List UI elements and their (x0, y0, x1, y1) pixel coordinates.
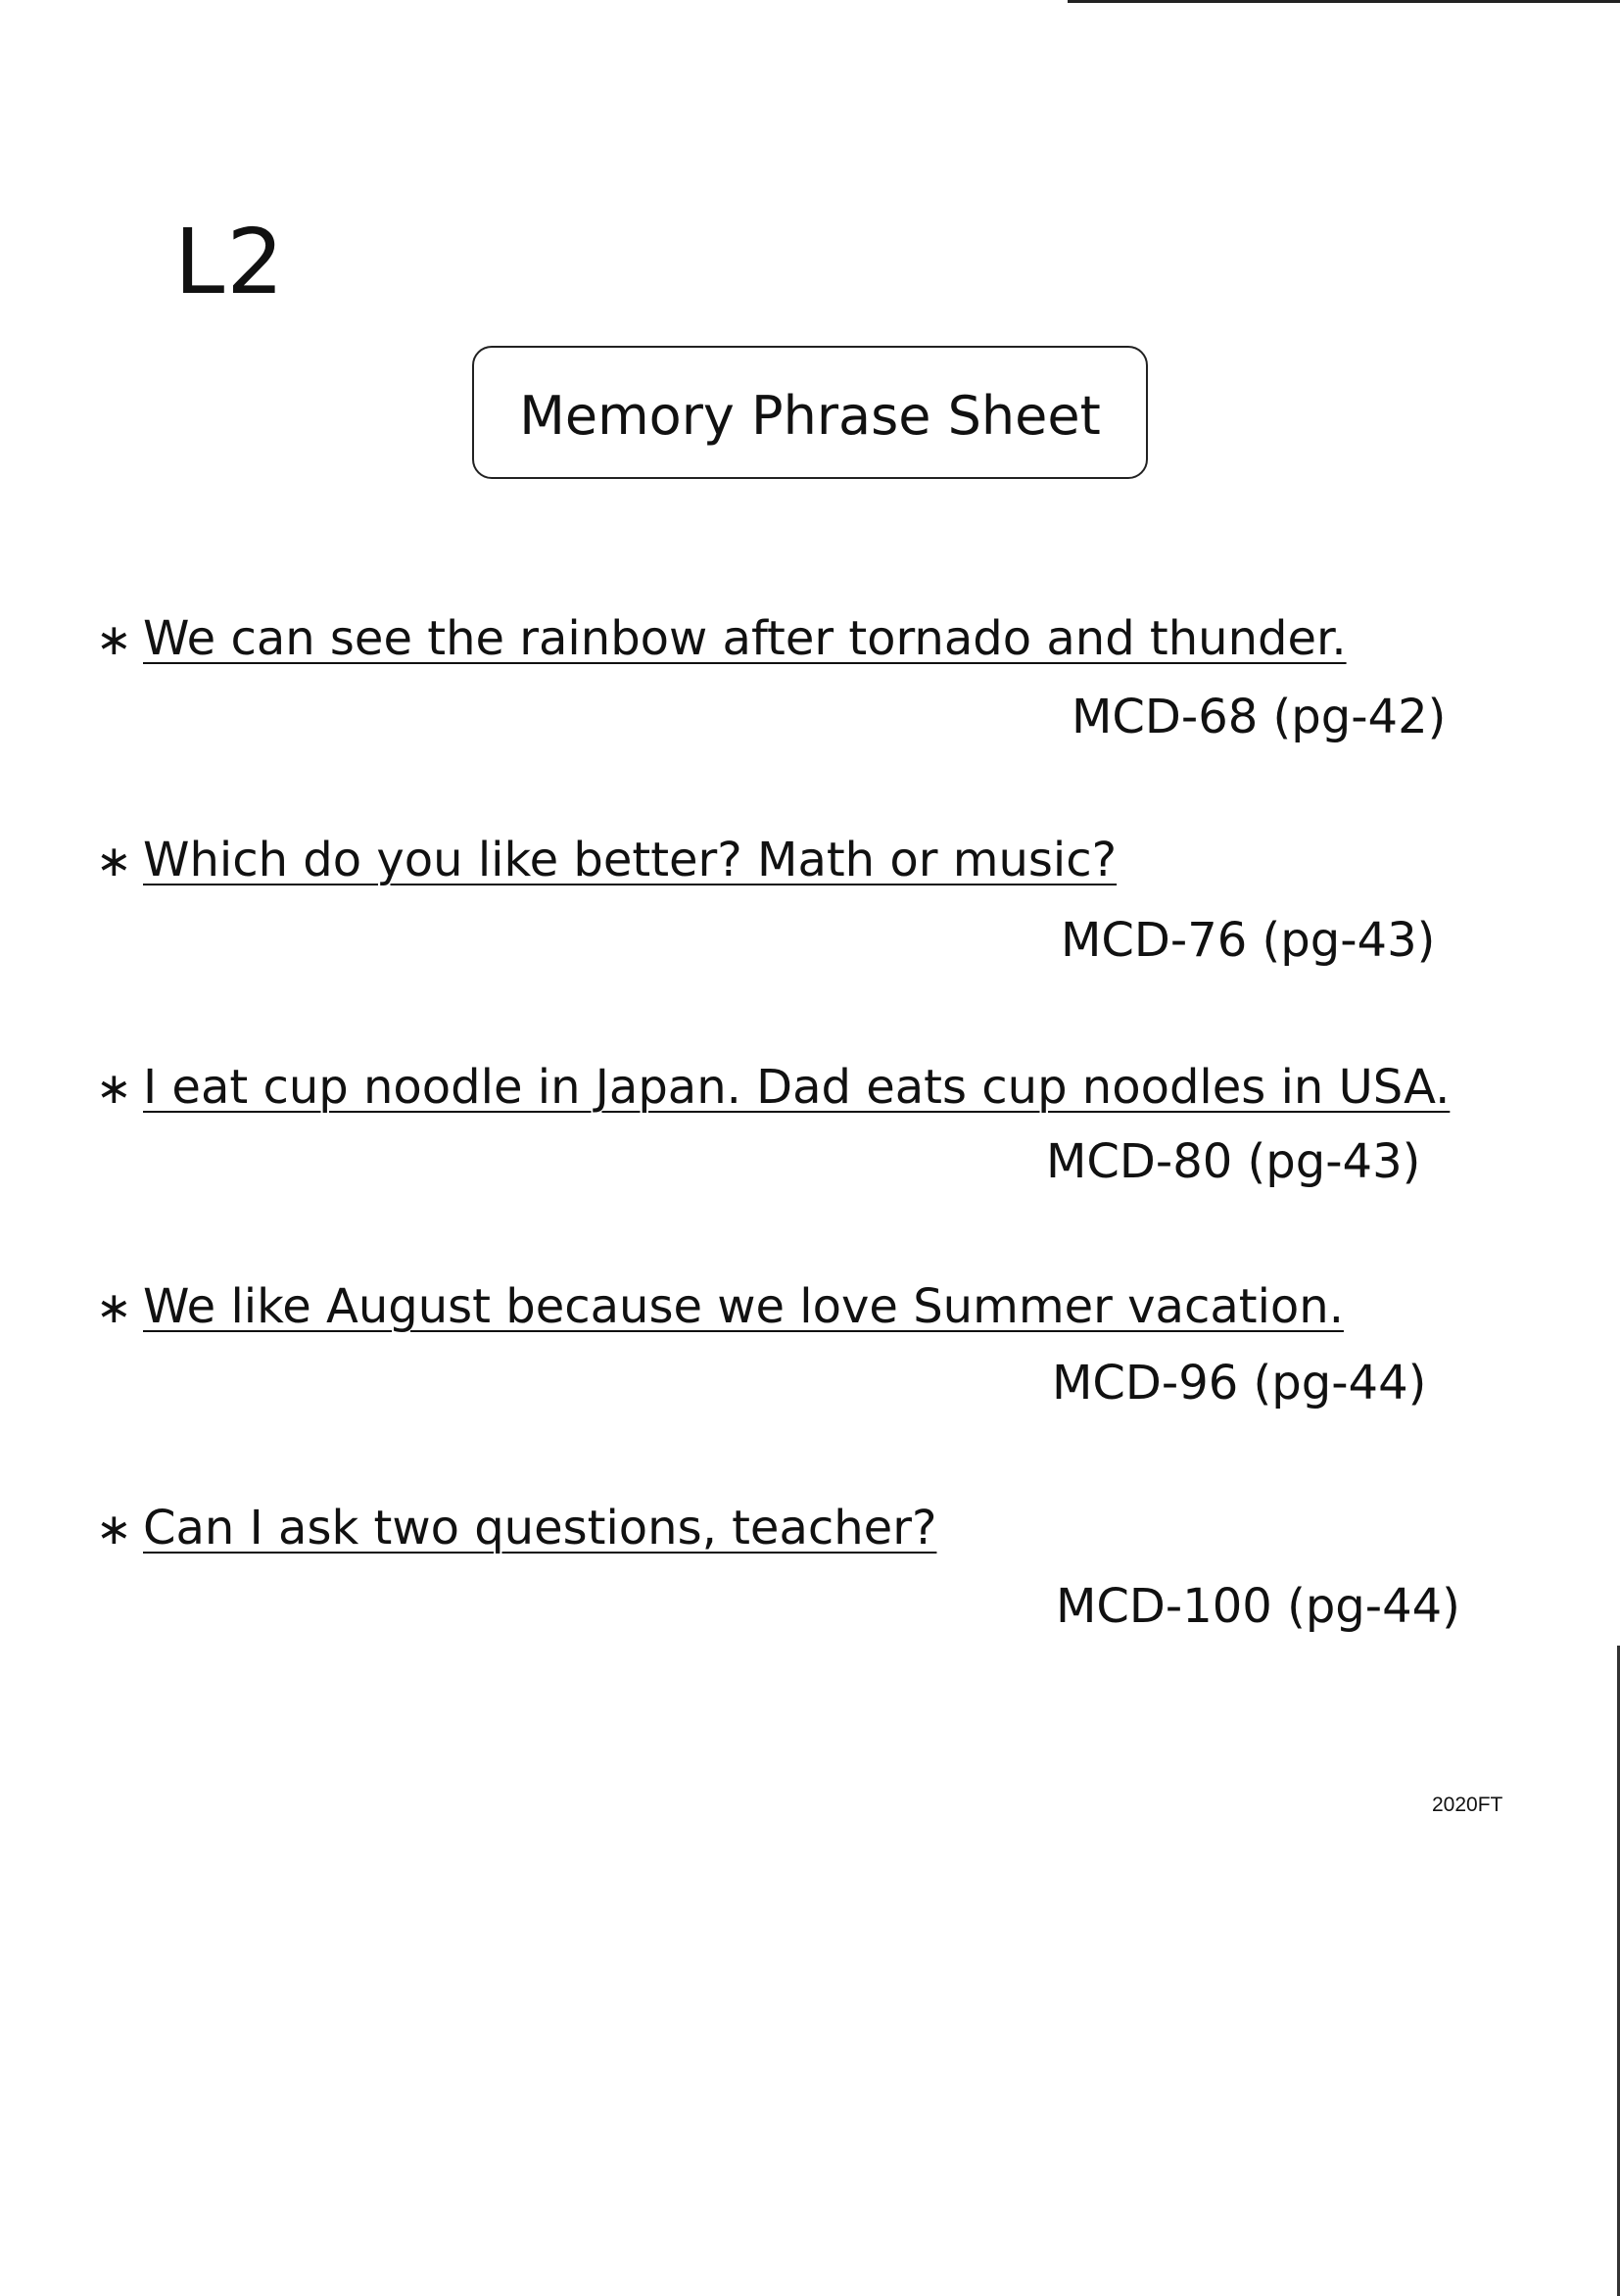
asterisk-bullet-icon: ∗ (96, 837, 132, 886)
phrase-reference: MCD-76 (pg-43) (1061, 913, 1436, 968)
phrase-text: I eat cup noodle in Japan. Dad eats cup noodles in USA. (143, 1060, 1451, 1115)
asterisk-bullet-icon: ∗ (96, 1283, 132, 1333)
asterisk-bullet-icon: ∗ (96, 615, 132, 665)
title-box (472, 346, 1148, 479)
phrase-text: Can I ask two questions, teacher? (143, 1501, 937, 1555)
phrase-reference: MCD-96 (pg-44) (1052, 1356, 1427, 1411)
footer-code: 2020FT (1432, 1794, 1503, 1816)
asterisk-bullet-icon: ∗ (96, 1064, 132, 1114)
phrase-text: We can see the rainbow after tornado and thunder. (143, 611, 1347, 666)
phrase-reference: MCD-80 (pg-43) (1046, 1134, 1421, 1189)
scan-edge-top (1068, 0, 1620, 3)
phrase-text: Which do you like better? Math or music? (143, 833, 1118, 887)
phrase-reference: MCD-100 (pg-44) (1056, 1579, 1460, 1634)
phrase-item-1 (96, 613, 1347, 665)
phrase-item-3 (96, 1062, 1450, 1114)
phrase-text: We like August because we love Summer vacation. (143, 1279, 1344, 1334)
page-title: Memory Phrase Sheet (519, 385, 1101, 447)
phrase-item-2 (96, 835, 1117, 886)
level-label: L2 (174, 210, 286, 314)
phrase-item-4 (96, 1281, 1344, 1333)
asterisk-bullet-icon: ∗ (96, 1505, 132, 1555)
phrase-reference: MCD-68 (pg-42) (1072, 690, 1447, 744)
phrase-item-5 (96, 1503, 936, 1555)
